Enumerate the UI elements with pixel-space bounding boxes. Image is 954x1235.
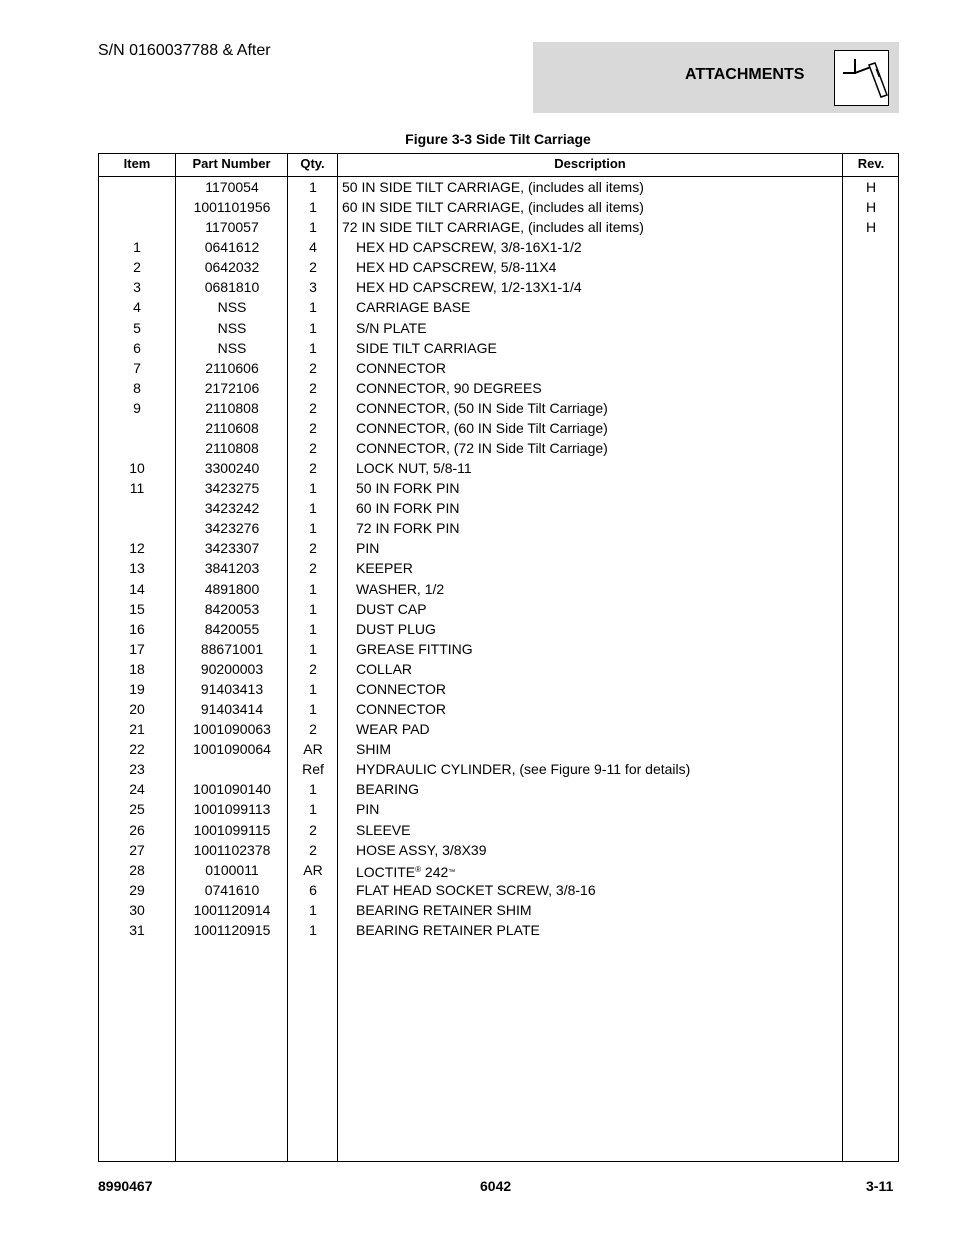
item-cell: 15 bbox=[129, 600, 145, 617]
item-cell: 29 bbox=[129, 881, 145, 898]
table-row bbox=[99, 458, 898, 478]
description-cell bbox=[356, 378, 542, 398]
description-cell bbox=[356, 478, 459, 498]
table-row bbox=[99, 639, 898, 659]
description-cell bbox=[356, 518, 459, 538]
table-row bbox=[99, 880, 898, 900]
qty-cell: 2 bbox=[309, 540, 317, 557]
item-cell: 10 bbox=[129, 460, 145, 477]
part-number-cell: 0681810 bbox=[204, 279, 260, 296]
description-cell bbox=[356, 820, 410, 840]
qty-cell: 2 bbox=[309, 379, 317, 396]
item-cell: 4 bbox=[133, 299, 141, 316]
part-number-cell: 90200003 bbox=[200, 660, 264, 677]
serial-number: S/N 0160037788 & After bbox=[98, 42, 271, 59]
item-cell: 7 bbox=[133, 359, 141, 376]
description-text: 60 IN SIDE TILT CARRIAGE, (includes all items) bbox=[342, 199, 644, 216]
description-cell bbox=[356, 659, 412, 679]
part-number-cell: 3841203 bbox=[204, 560, 260, 577]
part-number-cell: 1001090064 bbox=[193, 741, 271, 758]
qty-cell: 1 bbox=[309, 701, 317, 718]
qty-cell: 2 bbox=[309, 399, 317, 416]
description-text: FLAT HEAD SOCKET SCREW, 3/8-16 bbox=[356, 881, 596, 898]
qty-cell: Ref bbox=[302, 761, 324, 778]
table-row bbox=[99, 518, 898, 538]
description-text: HEX HD CAPSCREW, 5/8-11X4 bbox=[356, 259, 557, 276]
description-text: WEAR PAD bbox=[356, 721, 430, 738]
part-number-cell: NSS bbox=[217, 319, 247, 336]
description-cell bbox=[356, 558, 413, 578]
item-cell: 22 bbox=[129, 741, 145, 758]
description-text: WASHER, 1/2 bbox=[356, 580, 445, 597]
description-text: CONNECTOR, 90 DEGREES bbox=[356, 379, 542, 396]
description-text: CONNECTOR bbox=[356, 680, 446, 697]
item-cell: 12 bbox=[129, 540, 145, 557]
description-cell bbox=[342, 217, 644, 237]
table-body bbox=[99, 177, 898, 940]
item-cell: 8 bbox=[133, 379, 141, 396]
part-number-cell: 1001102378 bbox=[193, 841, 271, 858]
item-cell: 27 bbox=[129, 841, 145, 858]
registered-mark: ® bbox=[415, 864, 422, 874]
description-text: 50 IN SIDE TILT CARRIAGE, (includes all items) bbox=[342, 179, 644, 195]
table-row bbox=[99, 277, 898, 297]
qty-cell: 2 bbox=[309, 841, 317, 858]
qty-cell: 1 bbox=[309, 179, 317, 195]
qty-cell: 2 bbox=[309, 460, 317, 477]
description-cell bbox=[356, 799, 379, 819]
description-cell bbox=[356, 920, 540, 940]
description-text: SLEEVE bbox=[356, 821, 411, 838]
item-cell: 30 bbox=[129, 901, 145, 918]
item-cell: 21 bbox=[129, 721, 145, 738]
item-cell: 28 bbox=[129, 861, 145, 878]
table-row bbox=[99, 197, 898, 217]
part-number-cell: 0642032 bbox=[204, 259, 260, 276]
table-row bbox=[99, 679, 898, 699]
item-cell: 9 bbox=[133, 399, 141, 416]
item-cell: 11 bbox=[129, 480, 145, 497]
qty-cell: 1 bbox=[309, 299, 317, 316]
part-number-cell: 8420053 bbox=[204, 600, 260, 617]
part-number-cell: 0100011 bbox=[205, 861, 259, 878]
qty-cell: 1 bbox=[309, 921, 317, 938]
figure-title: Figure 3-3 Side Tilt Carriage bbox=[405, 131, 591, 147]
table-row bbox=[99, 438, 898, 458]
item-cell: 13 bbox=[129, 560, 145, 577]
description-text: SHIM bbox=[356, 741, 391, 758]
description-text: SIDE TILT CARRIAGE bbox=[356, 339, 497, 356]
item-cell: 25 bbox=[129, 801, 145, 818]
description-cell bbox=[356, 880, 596, 900]
part-number-cell: 2110606 bbox=[205, 359, 259, 376]
qty-cell: 2 bbox=[309, 821, 317, 838]
trademark-mark: ™ bbox=[448, 868, 456, 876]
item-cell: 5 bbox=[133, 319, 141, 336]
qty-cell: 4 bbox=[309, 239, 317, 256]
section-tab bbox=[533, 42, 899, 113]
part-number-cell: 88671001 bbox=[200, 640, 264, 657]
description-text: GREASE FITTING bbox=[356, 640, 473, 657]
description-cell bbox=[356, 679, 446, 699]
part-number-cell: 8420055 bbox=[204, 620, 260, 637]
footer-doc-number: 8990467 bbox=[98, 1178, 153, 1194]
table-row bbox=[99, 418, 898, 438]
description-suffix: 242 bbox=[421, 863, 449, 880]
qty-cell: 1 bbox=[309, 339, 317, 356]
col-header-qty: Qty. bbox=[300, 156, 325, 171]
part-number-cell: 2110608 bbox=[205, 419, 259, 436]
part-number-cell: 1170057 bbox=[205, 219, 259, 236]
qty-cell: 2 bbox=[309, 419, 317, 436]
table-row bbox=[99, 217, 898, 237]
description-cell bbox=[356, 418, 608, 438]
description-text: 50 IN FORK PIN bbox=[356, 480, 460, 497]
table-row bbox=[99, 538, 898, 558]
description-cell bbox=[356, 699, 446, 719]
qty-cell: 2 bbox=[309, 440, 317, 457]
description-cell bbox=[356, 318, 427, 338]
part-number-cell: 3423242 bbox=[204, 500, 260, 517]
description-text: CONNECTOR bbox=[356, 359, 446, 376]
table-row bbox=[99, 799, 898, 819]
description-cell bbox=[356, 739, 391, 759]
description-cell bbox=[356, 538, 379, 558]
table-row bbox=[99, 398, 898, 418]
qty-cell: 1 bbox=[309, 199, 317, 216]
table-row bbox=[99, 719, 898, 739]
part-number-cell: 1001090140 bbox=[193, 781, 271, 798]
part-number-cell: 1001101956 bbox=[193, 199, 271, 216]
description-cell bbox=[356, 840, 487, 860]
description-text: HYDRAULIC CYLINDER, (see Figure 9-11 for details) bbox=[356, 761, 691, 778]
table-row bbox=[99, 619, 898, 639]
description-text: CONNECTOR, (50 IN Side Tilt Carriage) bbox=[356, 399, 608, 416]
col-header-part-number: Part Number bbox=[192, 156, 271, 171]
qty-cell: 2 bbox=[309, 721, 317, 738]
qty-cell: 1 bbox=[309, 680, 317, 697]
table-row bbox=[99, 318, 898, 338]
part-number-cell: 2110808 bbox=[205, 399, 259, 416]
description-cell bbox=[356, 458, 472, 478]
qty-cell: 1 bbox=[309, 580, 317, 597]
table-row bbox=[99, 820, 898, 840]
table-row bbox=[99, 297, 898, 317]
part-number-cell: 1001099115 bbox=[193, 821, 271, 838]
table-row bbox=[99, 478, 898, 498]
description-text: CONNECTOR, (72 IN Side Tilt Carriage) bbox=[356, 440, 608, 457]
description-text: KEEPER bbox=[356, 560, 413, 577]
part-number-cell: 3300240 bbox=[204, 460, 260, 477]
item-cell: 14 bbox=[129, 580, 145, 597]
col-header-item: Item bbox=[123, 156, 151, 171]
qty-cell: 1 bbox=[309, 620, 317, 637]
description-text: BEARING RETAINER PLATE bbox=[356, 921, 540, 938]
part-number-cell: NSS bbox=[217, 339, 247, 356]
description-cell bbox=[356, 297, 470, 317]
table-row bbox=[99, 237, 898, 257]
table-row bbox=[99, 860, 898, 880]
description-text: 60 IN FORK PIN bbox=[356, 500, 460, 517]
part-number-cell: 91403413 bbox=[200, 680, 264, 697]
part-number-cell: 1001120915 bbox=[193, 921, 271, 938]
table-row bbox=[99, 358, 898, 378]
description-text: COLLAR bbox=[356, 660, 413, 677]
item-cell: 2 bbox=[133, 259, 141, 276]
qty-cell: 2 bbox=[309, 660, 317, 677]
qty-cell: 2 bbox=[309, 560, 317, 577]
section-title: ATTACHMENTS bbox=[685, 66, 805, 83]
col-header-rev: Rev. bbox=[857, 156, 885, 171]
description-cell bbox=[356, 498, 459, 518]
part-number-cell: NSS bbox=[217, 299, 247, 316]
description-cell bbox=[356, 639, 473, 659]
part-number-cell: 1001099113 bbox=[193, 801, 271, 818]
item-cell: 6 bbox=[133, 339, 141, 356]
description-text: BEARING bbox=[356, 781, 420, 798]
table-row bbox=[99, 659, 898, 679]
rev-cell: H bbox=[865, 199, 877, 216]
description-text: DUST PLUG bbox=[356, 620, 436, 637]
qty-cell: 6 bbox=[309, 881, 317, 898]
qty-cell: 1 bbox=[309, 500, 317, 517]
table-row bbox=[99, 498, 898, 518]
description-cell bbox=[356, 579, 444, 599]
col-header-description: Description bbox=[554, 156, 626, 171]
table-row bbox=[99, 257, 898, 277]
part-number-cell: 1001120914 bbox=[193, 901, 271, 918]
rev-cell: H bbox=[865, 219, 877, 236]
part-number-cell: 3423307 bbox=[204, 540, 260, 557]
item-cell: 26 bbox=[129, 821, 145, 838]
table-row bbox=[99, 699, 898, 719]
item-cell: 19 bbox=[129, 680, 145, 697]
table-row bbox=[99, 579, 898, 599]
description-text: DUST CAP bbox=[356, 600, 427, 617]
description-cell bbox=[356, 237, 582, 257]
table-row bbox=[99, 558, 898, 578]
qty-cell: 1 bbox=[309, 640, 317, 657]
qty-cell: 1 bbox=[309, 319, 317, 336]
description-cell bbox=[356, 277, 582, 297]
table-row bbox=[99, 177, 898, 197]
description-cell bbox=[356, 759, 690, 779]
qty-cell: 1 bbox=[309, 901, 317, 918]
qty-cell: 2 bbox=[309, 359, 317, 376]
table-row bbox=[99, 840, 898, 860]
qty-cell: AR bbox=[303, 741, 323, 758]
footer-page-number: 3-11 bbox=[866, 1178, 894, 1194]
description-cell bbox=[356, 257, 556, 277]
item-cell: 1 bbox=[133, 239, 141, 256]
item-cell: 24 bbox=[129, 781, 145, 798]
description-text: 72 IN FORK PIN bbox=[356, 520, 460, 537]
rev-cell: H bbox=[865, 179, 877, 195]
description-text: HEX HD CAPSCREW, 3/8-16X1-1/2 bbox=[356, 239, 582, 256]
description-cell bbox=[356, 358, 446, 378]
item-cell: 23 bbox=[129, 761, 145, 778]
attachment-icon bbox=[834, 50, 889, 106]
part-number-cell: 1170054 bbox=[205, 179, 259, 195]
qty-cell: 1 bbox=[309, 781, 317, 798]
description-cell bbox=[356, 438, 608, 458]
table-row bbox=[99, 378, 898, 398]
description-text: 72 IN SIDE TILT CARRIAGE, (includes all items) bbox=[342, 219, 644, 236]
table-row bbox=[99, 759, 898, 779]
table-row bbox=[99, 599, 898, 619]
description-text: CONNECTOR, (60 IN Side Tilt Carriage) bbox=[356, 419, 608, 436]
description-cell bbox=[342, 197, 644, 217]
description-text: PIN bbox=[356, 540, 380, 557]
description-cell bbox=[356, 338, 497, 358]
item-cell: 17 bbox=[129, 640, 145, 657]
qty-cell: 1 bbox=[309, 219, 317, 236]
item-cell: 18 bbox=[129, 660, 145, 677]
item-cell: 3 bbox=[133, 279, 141, 296]
description-cell bbox=[356, 599, 427, 619]
part-number-cell: 0741610 bbox=[204, 881, 260, 898]
description-cell bbox=[356, 719, 430, 739]
parts-table bbox=[98, 153, 899, 1162]
description-cell bbox=[356, 900, 532, 920]
description-cell bbox=[356, 779, 419, 799]
qty-cell: 1 bbox=[309, 480, 317, 497]
footer-model: 6042 bbox=[480, 1178, 512, 1194]
qty-cell: AR bbox=[303, 861, 323, 878]
part-number-cell: 3423276 bbox=[204, 520, 260, 537]
qty-cell: 1 bbox=[309, 801, 317, 818]
table-row bbox=[99, 900, 898, 920]
part-number-cell: 4891800 bbox=[204, 580, 260, 597]
qty-cell: 2 bbox=[309, 259, 317, 276]
table-row bbox=[99, 739, 898, 759]
item-cell: 16 bbox=[129, 620, 145, 637]
description-cell bbox=[342, 177, 644, 197]
description-text: PIN bbox=[356, 801, 380, 818]
description-text: CARRIAGE BASE bbox=[356, 299, 471, 316]
part-number-cell: 1001090063 bbox=[193, 721, 271, 738]
description-text: BEARING RETAINER SHIM bbox=[356, 901, 532, 918]
item-cell: 31 bbox=[129, 921, 145, 938]
qty-cell: 1 bbox=[309, 600, 317, 617]
part-number-cell: 0641612 bbox=[204, 239, 260, 256]
description-text: LOCTITE bbox=[356, 863, 416, 880]
description-cell bbox=[356, 619, 436, 639]
table-row bbox=[99, 338, 898, 358]
qty-cell: 1 bbox=[309, 520, 317, 537]
description-text: CONNECTOR bbox=[356, 701, 446, 718]
description-text: S/N PLATE bbox=[356, 319, 427, 336]
part-number-cell: 91403414 bbox=[200, 701, 264, 718]
qty-cell: 3 bbox=[309, 279, 317, 296]
table-row bbox=[99, 779, 898, 799]
table-row bbox=[99, 920, 898, 940]
description-text: LOCK NUT, 5/8-11 bbox=[356, 460, 472, 477]
description-cell bbox=[356, 398, 608, 418]
part-number-cell: 2110808 bbox=[205, 440, 259, 457]
part-number-cell: 3423275 bbox=[204, 480, 260, 497]
part-number-cell: 2172106 bbox=[204, 379, 260, 396]
description-text: HEX HD CAPSCREW, 1/2-13X1-1/4 bbox=[356, 279, 582, 296]
description-text: HOSE ASSY, 3/8X39 bbox=[356, 841, 487, 858]
item-cell: 20 bbox=[129, 701, 145, 718]
